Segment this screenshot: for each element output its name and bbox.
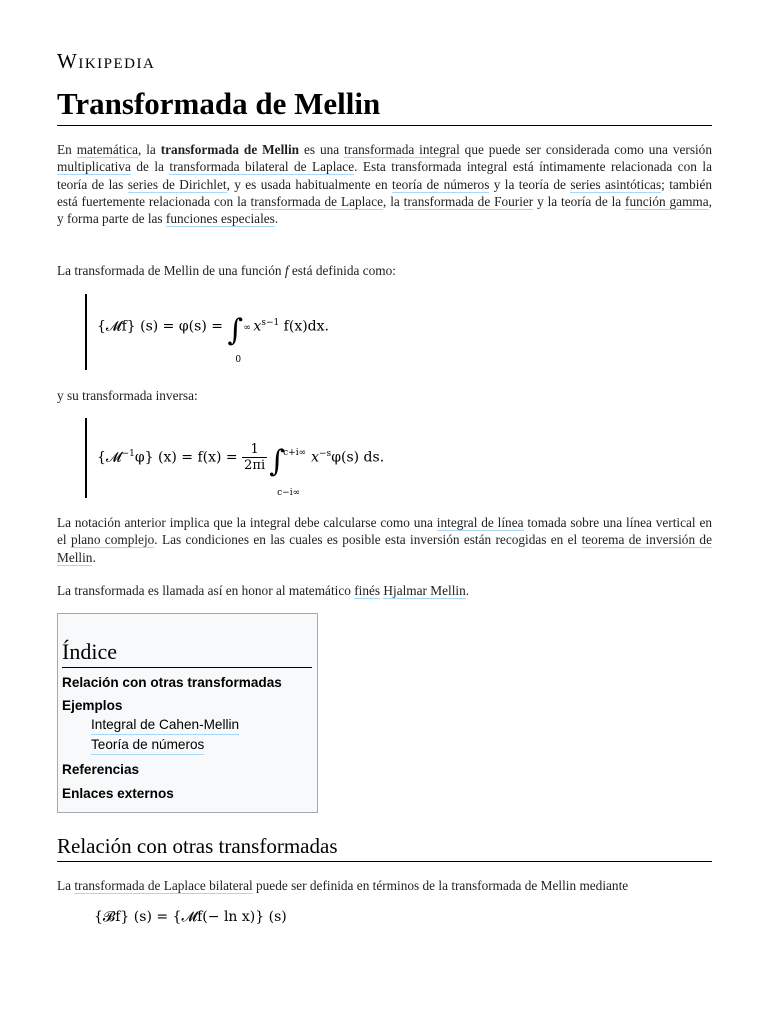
formula-lhs-rest: φ} (x) = f(x) =	[134, 449, 243, 466]
text: , la	[383, 193, 404, 209]
text: puede ser definida en términos de la transformada de Mellin mediante	[252, 878, 629, 893]
text: La transformada es llamada así en honor al matemático	[57, 583, 355, 598]
honor-paragraph	[57, 582, 712, 599]
link-integral-de-linea[interactable]: integral de línea	[436, 515, 524, 530]
toc-item-relacion[interactable]: Relación con otras transformadas	[62, 675, 282, 690]
laplace-mellin-formula: {𝓑f} (s) = {𝓜f(− ln x)} (s)	[94, 909, 287, 925]
link-series-dirichlet[interactable]: series de Dirichlet	[127, 176, 227, 192]
link-teoria-numeros[interactable]: teoría de números	[392, 176, 490, 192]
laplace-relation-paragraph	[57, 877, 712, 894]
function-symbol: f	[284, 263, 289, 278]
link-transformada-laplace-bilateral[interactable]: transformada de Laplace bilateral	[74, 878, 253, 893]
inverse-exponent: −1	[121, 448, 135, 459]
integral-lower-limit: 0	[235, 354, 242, 365]
text: , y es usada habitualmente en	[226, 176, 393, 192]
link-matematica[interactable]: matemática	[76, 142, 138, 157]
integrand-base: x	[253, 318, 262, 335]
bold-term: transformada de Mellin	[160, 142, 300, 157]
text: .	[274, 211, 279, 227]
link-transformada-fourier[interactable]: transformada de Fourier	[403, 193, 534, 209]
inverse-mellin-formula: {𝓜$^{-1}$φ} (x) = f(x) = $\frac{1}{2\pi i}$ ∫ c+i∞ c−i∞ $x^{-s}\varphi(s)$ ds.	[97, 442, 385, 498]
text: , la	[137, 142, 161, 157]
formula-rest: φ(s) ds.	[331, 449, 385, 466]
text: ; también está fuertemente relacionada con la	[57, 176, 713, 209]
mellin-transform-formula: {𝓜f} (s) = φ(s) = ∫ ∞ 0 $x^{s-1}$ f(x)dx.	[97, 312, 329, 365]
text: , y forma parte de las	[57, 193, 712, 227]
intro-paragraph	[57, 141, 712, 227]
formula-indent-bar	[85, 294, 87, 370]
toc-item-referencias[interactable]: Referencias	[62, 762, 140, 777]
text: En	[57, 142, 77, 157]
toc-item-teoria-numeros[interactable]: Teoría de números	[91, 736, 204, 755]
integrand-base: x	[311, 449, 320, 466]
text: y la teoría de	[489, 176, 571, 192]
formula-lhs: {𝓜	[97, 449, 122, 466]
text: .	[92, 549, 96, 565]
link-funcion-gamma[interactable]: función gamma	[625, 193, 709, 209]
page-title: Transformada de Mellin	[57, 84, 712, 126]
integral-upper-limit: c+i∞	[283, 447, 307, 458]
text: La	[57, 878, 75, 893]
text: La transformada de Mellin de una función	[57, 263, 285, 278]
link-plano-complejo[interactable]: plano complejo	[70, 532, 155, 548]
link-hjalmar-mellin[interactable]: Hjalmar Mellin	[383, 583, 466, 598]
link-transformada-bilateral-laplace[interactable]: transformada bilateral de Laplace	[169, 159, 355, 175]
text: tomada sobre una línea vertical en el	[57, 515, 713, 548]
link-fines[interactable]: finés	[354, 583, 381, 598]
link-multiplicativa[interactable]: multiplicativa	[57, 159, 131, 175]
text: de la	[130, 159, 170, 175]
link-series-asintoticas[interactable]: series asintóticas	[570, 176, 662, 192]
formula-rest: f(x)dx.	[279, 318, 329, 335]
definition-paragraph	[57, 262, 712, 279]
integral-lower-limit: c−i∞	[277, 487, 301, 498]
toc-item-cahen-mellin[interactable]: Integral de Cahen-Mellin	[91, 716, 239, 735]
notation-paragraph	[57, 514, 712, 566]
link-transformada-laplace[interactable]: transformada de Laplace	[250, 193, 384, 209]
integral-upper-limit: ∞	[243, 322, 251, 333]
integrand-exponent: −s	[319, 448, 332, 459]
link-teorema-inversion-mellin[interactable]: teorema de inversión de Mellin	[57, 532, 712, 565]
text: . Las condiciones en las cuales es posible esta inversión están recogidas en el	[154, 532, 582, 548]
text: es una	[299, 142, 345, 157]
fraction-denominator: 2πi	[244, 458, 266, 473]
text: que puede ser considerada como una versión	[459, 142, 712, 157]
toc-item-enlaces-externos[interactable]: Enlaces externos	[62, 786, 174, 801]
table-of-contents	[57, 613, 318, 813]
formula-lhs: {𝓜f} (s) = φ(s) =	[97, 318, 228, 335]
text: y la teoría de la	[533, 193, 626, 209]
text: .	[465, 583, 470, 598]
inverse-paragraph: y su transformada inversa:	[57, 388, 198, 403]
text: . Esta transformada integral está íntimamente relacionada con la teoría de las	[57, 159, 712, 192]
toc-item-ejemplos[interactable]: Ejemplos	[62, 698, 123, 713]
link-funciones-especiales[interactable]: funciones especiales	[165, 211, 275, 227]
link-transformada-integral[interactable]: transformada integral	[344, 142, 460, 157]
integrand-exponent: s−1	[261, 318, 280, 328]
fraction-numerator: 1	[242, 442, 267, 458]
text: está definida como:	[288, 263, 396, 278]
section-heading-relacion: Relación con otras transformadas	[57, 832, 712, 862]
fraction	[242, 442, 267, 473]
wikipedia-logo[interactable]: Wikipedia	[57, 49, 156, 73]
formula-indent-bar	[85, 418, 87, 498]
toc-title: Índice	[62, 637, 312, 668]
text: La notación anterior implica que la integral debe calcularse como una	[57, 515, 437, 530]
